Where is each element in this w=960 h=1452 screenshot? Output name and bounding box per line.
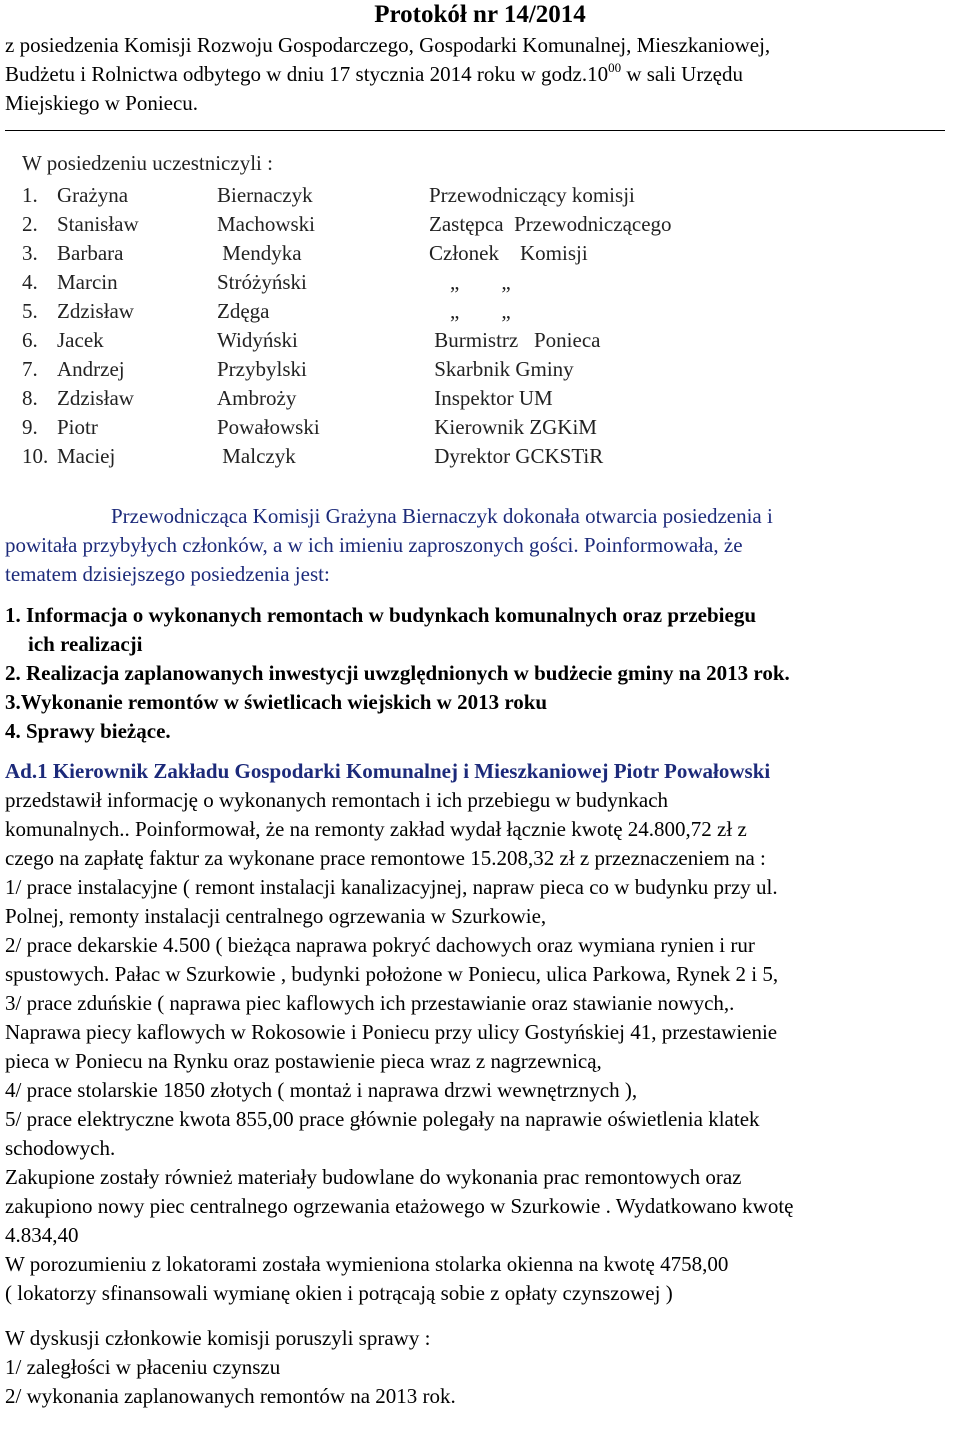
discussion-line: 2/ wykonania zaplanowanych remontów na 2013 rok. xyxy=(5,1384,456,1408)
ad1-line: pieca w Poniecu na Rynku oraz postawienie pieca wraz z nagrzewnicą, xyxy=(5,1049,602,1073)
attendees-header: W posiedzeniu uczestniczyli : xyxy=(22,151,273,175)
ad1-line: Naprawa piecy kaflowych w Rokosowie i Poniecu przy ulicy Gostyńskiej 41, przestawienie xyxy=(5,1020,778,1044)
intro-line: Budżetu i Rolnictwa odbytego w dniu 17 stycznia 2014 roku w $godz.10^{00}$ w sali Urzędu xyxy=(5,60,743,86)
discussion-line: 1/ zaległości w płaceniu czynszu xyxy=(5,1355,281,1379)
time-superscript: 00 xyxy=(608,60,622,75)
agenda-item: 4. Sprawy bieżące. xyxy=(5,719,171,743)
attendee-row xyxy=(22,297,672,326)
attendees-list xyxy=(22,181,672,471)
attendee-number: 9. xyxy=(22,415,38,439)
attendee-last-name: Stróżyński xyxy=(217,270,307,294)
attendee-role: Zastępca Przewodniczącego xyxy=(429,212,672,236)
attendee-number: 5. xyxy=(22,299,38,323)
ad1-line: 4/ prace stolarskie 1850 złotych ( montaż i naprawa drzwi wewnętrznych ), xyxy=(5,1078,638,1102)
attendee-row xyxy=(22,268,672,297)
attendee-role: Kierownik ZGKiM xyxy=(429,415,597,439)
ad1-line: Zakupione zostały również materiały budowlane do wykonania prac remontowych oraz xyxy=(5,1165,742,1189)
ad1-line: 4.834,40 xyxy=(5,1223,79,1247)
attendee-row xyxy=(22,442,672,471)
attendee-number: 3. xyxy=(22,241,38,265)
ad1-line: przedstawił informację o wykonanych remontach i ich przebiegu w budynkach xyxy=(5,788,669,812)
ad1-line: ( lokatorzy sfinansowali wymianę okien i potrącają sobie z opłaty czynszowej ) xyxy=(5,1281,673,1305)
attendee-last-name: Mendyka xyxy=(217,241,302,265)
attendee-first-name: Andrzej xyxy=(57,357,125,381)
attendee-first-name: Stanisław xyxy=(57,212,139,236)
attendee-last-name: Machowski xyxy=(217,212,315,236)
opening-line: powitała przybyłych członków, a w ich imieniu zaproszonych gości. Poinformowała, że xyxy=(5,533,743,557)
agenda-item: 3.Wykonanie remontów w świetlicach wiejskich w 2013 roku xyxy=(5,690,548,714)
attendee-number: 10. xyxy=(22,444,49,468)
attendee-row xyxy=(22,326,672,355)
ad1-line: zakupiono nowy piec centralnego ogrzewania etażowego w Szurkowie . Wydatkowano kwotę xyxy=(5,1194,794,1218)
attendee-role: Burmistrz Ponieca xyxy=(429,328,601,352)
attendee-row xyxy=(22,413,672,442)
attendee-last-name: Ambroży xyxy=(217,386,297,410)
ad1-line: czego na zapłatę faktur za wykonane prace remontowe 15.208,32 zł z przeznaczeniem na : xyxy=(5,846,766,870)
separator-line xyxy=(5,130,945,131)
attendee-number: 4. xyxy=(22,270,38,294)
opening-line: Przewodnicząca Komisji Grażyna Biernaczyk dokonała otwarcia posiedzenia i xyxy=(111,504,773,528)
ad1-line: spustowych. Pałac w Szurkowie , budynki położone w Poniecu, ulica Parkowa, Rynek 2 i 5, xyxy=(5,962,779,986)
ad1-line: W porozumieniu z lokatorami została wymieniona stolarka okienna na kwotę 4758,00 xyxy=(5,1252,729,1276)
attendee-number: 1. xyxy=(22,183,38,207)
intro-line: z posiedzenia Komisji Rozwoju Gospodarczego, Gospodarki Komunalnej, Mieszkaniowej, xyxy=(5,33,771,57)
attendee-row xyxy=(22,181,672,210)
ad1-heading: Ad.1 Kierownik Zakładu Gospodarki Komunalnej i Mieszkaniowej Piotr Powałowski xyxy=(5,759,771,783)
ad1-line: 5/ prace elektryczne kwota 855,00 prace głównie polegały na naprawie oświetlenia klatek xyxy=(5,1107,760,1131)
attendee-first-name: Maciej xyxy=(57,444,116,468)
opening-line: tematem dzisiejszego posiedzenia jest: xyxy=(5,562,330,586)
ad1-line: 2/ prace dekarskie 4.500 ( bieżąca naprawa pokryć dachowych oraz wymiana rynien i rur xyxy=(5,933,755,957)
attendee-first-name: Jacek xyxy=(57,328,104,352)
attendee-number: 2. xyxy=(22,212,38,236)
attendee-last-name: Zdęga xyxy=(217,299,270,323)
intro-line: Miejskiego w Poniecu. xyxy=(5,91,199,115)
attendee-role: Dyrektor GCKSTiR xyxy=(429,444,604,468)
ad1-section xyxy=(5,757,955,1308)
attendee-last-name: Przybylski xyxy=(217,357,307,381)
attendee-last-name: Biernaczyk xyxy=(217,183,313,207)
attendee-role: „ „ xyxy=(429,270,511,294)
attendee-role: Przewodniczący komisji xyxy=(429,183,635,207)
attendee-row xyxy=(22,239,672,268)
intro-paragraph xyxy=(5,30,955,118)
attendee-role: Członek Komisji xyxy=(429,241,588,265)
document-title: Protokół nr 14/2014 xyxy=(374,1,586,28)
ad1-line: 3/ prace zduńskie ( naprawa piec kaflowych ich przestawianie oraz stawianie nowych,. xyxy=(5,991,735,1015)
chair-name: Przewodnicząca Komisji Grażyna Biernaczyk xyxy=(111,504,498,528)
ad1-line: Polnej, remonty instalacji centralnego ogrzewania w Szurkowie, xyxy=(5,904,547,928)
agenda-list xyxy=(5,601,955,746)
attendee-role: Skarbnik Gminy xyxy=(429,357,574,381)
attendee-first-name: Zdzisław xyxy=(57,299,134,323)
discussion-section xyxy=(5,1324,955,1411)
attendee-role: „ „ xyxy=(429,299,511,323)
attendee-last-name: Malczyk xyxy=(217,444,296,468)
attendee-number: 6. xyxy=(22,328,38,352)
attendee-number: 8. xyxy=(22,386,38,410)
attendee-row xyxy=(22,355,672,384)
ad1-line: schodowych. xyxy=(5,1136,116,1160)
attendee-last-name: Powałowski xyxy=(217,415,320,439)
attendee-first-name: Barbara xyxy=(57,241,124,265)
attendee-row xyxy=(22,210,672,239)
agenda-item: 2. Realizacja zaplanowanych inwestycji uwzględnionych w budżecie gminy na 2013 rok. xyxy=(5,661,790,685)
attendee-first-name: Grażyna xyxy=(57,183,129,207)
attendee-first-name: Piotr xyxy=(57,415,98,439)
attendee-last-name: Widyński xyxy=(217,328,298,352)
attendee-first-name: Zdzisław xyxy=(57,386,134,410)
agenda-item: 1. Informacja o wykonanych remontach w budynkach komunalnych oraz przebiegu xyxy=(5,603,757,627)
attendee-number: 7. xyxy=(22,357,38,381)
ad1-line: komunalnych.. Poinformował, że na remonty zakład wydał łącznie kwotę 24.800,72 zł z xyxy=(5,817,747,841)
opening-paragraph xyxy=(5,502,955,589)
discussion-line: W dyskusji członkowie komisji poruszyli sprawy : xyxy=(5,1326,431,1350)
attendee-role: Inspektor UM xyxy=(429,386,553,410)
protocol-document xyxy=(5,0,955,1411)
ad1-line: 1/ prace instalacyjne ( remont instalacji kanalizacyjnej, napraw pieca co w budynku przy ul. xyxy=(5,875,778,899)
attendee-first-name: Marcin xyxy=(57,270,118,294)
agenda-item-continuation: ich realizacji xyxy=(28,632,143,656)
attendee-row xyxy=(22,384,672,413)
